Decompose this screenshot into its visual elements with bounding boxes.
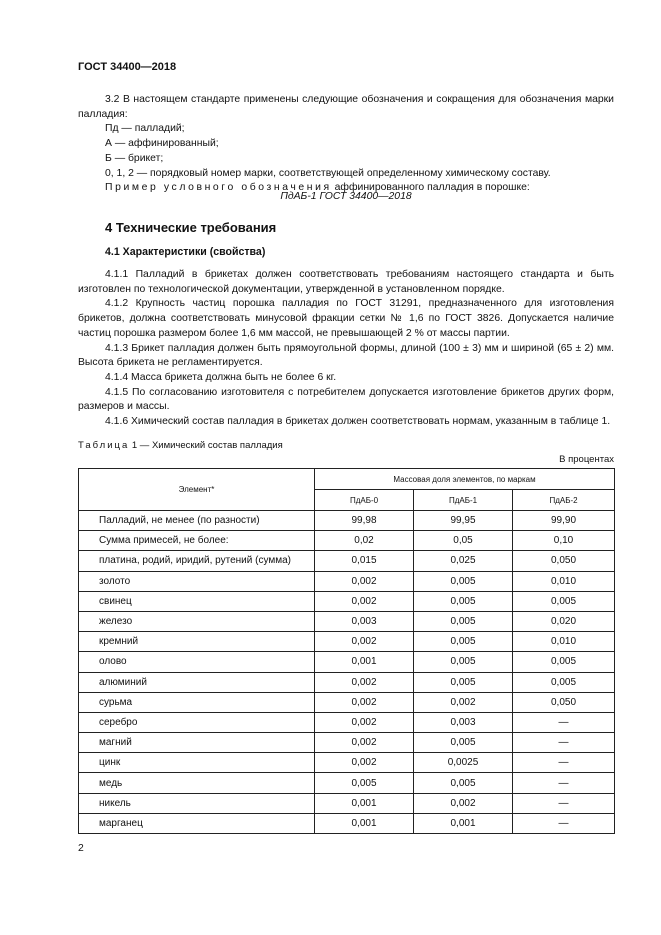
value-cell: — [513,813,615,833]
element-name-cell: медь [79,773,315,793]
value-cell: 0,005 [414,591,513,611]
page-number: 2 [78,843,84,854]
value-cell: 0,010 [513,632,615,652]
designation-item: Б — брикет; [105,152,164,164]
value-cell: 0,05 [414,531,513,551]
header-mass-fraction: Массовая доля элементов, по маркам [315,469,615,490]
value-cell: 0,003 [414,712,513,732]
paragraph-4-1-6: 4.1.6 Химический состав палладия в брикетах должен соответствовать нормам, указанным в таблице 1. [105,416,611,428]
value-cell: — [513,712,615,732]
value-cell: 0,0025 [414,753,513,773]
element-name-cell: Палладий, не менее (по разности) [79,511,315,531]
header-element: Элемент* [79,469,315,511]
table-row [79,591,615,611]
table-row [79,511,615,531]
value-cell: 0,002 [315,753,414,773]
value-cell: 99,98 [315,511,414,531]
designation-item: А — аффинированный; [105,138,219,150]
table-row [79,692,615,712]
element-name-cell: алюминий [79,672,315,692]
table-row [79,551,615,571]
value-cell: 0,002 [315,712,414,732]
value-cell: 0,003 [315,611,414,631]
value-cell: 0,002 [315,632,414,652]
table-caption [78,440,614,451]
element-name-cell: цинк [79,753,315,773]
value-cell: 0,002 [315,571,414,591]
value-cell: — [513,733,615,753]
header-grade: ПдАБ-1 [414,490,513,511]
chemical-composition-table [78,468,615,834]
designation-formula: ПдАБ-1 ГОСТ 34400—2018 [280,191,412,202]
value-cell: 0,005 [513,652,615,672]
value-cell: 0,010 [513,571,615,591]
table-row [79,813,615,833]
paragraph-4-1-4: 4.1.4 Масса брикета должна быть не более 6 кг. [105,371,337,383]
element-name-cell: свинец [79,591,315,611]
element-name-cell: марганец [79,813,315,833]
section-4-1-title: 4.1 Характеристики (свойства) [105,246,266,258]
header-grade: ПдАБ-2 [513,490,615,511]
value-cell: 0,10 [513,531,615,551]
value-cell: 0,002 [414,793,513,813]
table-row [79,652,615,672]
table-caption-text: 1 — Химический состав палладия [129,440,283,451]
value-cell: 0,005 [513,672,615,692]
value-cell: 0,001 [414,813,513,833]
value-cell: 0,001 [315,652,414,672]
value-cell: 99,95 [414,511,513,531]
table-row [79,733,615,753]
value-cell: 0,005 [414,611,513,631]
paragraph-4-1-1: 4.1.1 Палладий в брикетах должен соответствовать требованиям настоящего стандарта и быть изготовлен по технологической документации, утвержденной в установленном порядке. [78,269,614,295]
table-units: В процентах [559,454,614,465]
table-row [79,632,615,652]
element-name-cell: никель [79,793,315,813]
value-cell: 0,005 [414,652,513,672]
value-cell: 0,002 [315,672,414,692]
element-name-cell: золото [79,571,315,591]
value-cell: 0,001 [315,793,414,813]
designation-item: 0, 1, 2 — порядковый номер марки, соответствующей определенному химическому составу. [105,167,551,179]
table-caption-label: Таблица [78,440,130,451]
document-header: ГОСТ 34400—2018 [78,61,177,73]
element-name-cell: железо [79,611,315,631]
paragraph-4-1-5: 4.1.5 По согласованию изготовителя с потребителем допускается изготовление брикетов других форм, размеров и массы. [78,386,614,413]
element-name-cell: олово [79,652,315,672]
table-row [79,753,615,773]
value-cell: 0,005 [315,773,414,793]
table-row [79,611,615,631]
value-cell: 0,02 [315,531,414,551]
section-4-1-body [78,268,614,430]
table-row [79,793,615,813]
value-cell: — [513,793,615,813]
designation-item: Пд — палладий; [105,123,185,135]
value-cell: 0,005 [414,571,513,591]
table-row [79,773,615,793]
element-name-cell: кремний [79,632,315,652]
value-cell: 0,002 [315,733,414,753]
element-name-cell: Сумма примесей, не более: [79,531,315,551]
value-cell: 0,005 [414,672,513,692]
value-cell: 0,002 [315,591,414,611]
value-cell: 0,002 [414,692,513,712]
value-cell: — [513,753,615,773]
value-cell: 0,001 [315,813,414,833]
value-cell: 0,015 [315,551,414,571]
value-cell: 0,050 [513,551,615,571]
section-4-title: 4 Технические требования [105,220,277,235]
example-text: аффинированного палладия в порошке: [331,182,530,194]
value-cell: 0,050 [513,692,615,712]
value-cell: 0,005 [513,591,615,611]
section-3-2 [78,93,614,196]
section-3-2-intro: 3.2 В настоящем стандарте применены следующие обозначения и сокращения для обозначения марки палладия: [78,94,614,120]
value-cell: 99,90 [513,511,615,531]
table-row [79,672,615,692]
table-row [79,712,615,732]
value-cell: — [513,773,615,793]
example-label: Пример условного обозначения [105,182,332,194]
value-cell: 0,005 [414,632,513,652]
value-cell: 0,025 [414,551,513,571]
value-cell: 0,002 [315,692,414,712]
paragraph-4-1-3: 4.1.3 Брикет палладия должен быть прямоугольной формы, длиной (100 ± 3) мм и шириной (65 ± 2) мм. Высота брикета не регламентируется. [78,342,614,369]
table-row [79,571,615,591]
paragraph-4-1-2: 4.1.2 Крупность частиц порошка палладия по ГОСТ 31291, предназначенного для изготовления брикетов, должна соответствовать минусовой фракции сетки № 1,6 по ГОСТ 3826. Допускается наличие частиц порошка размером более 1,6 мм массой, не превышающей 2 % от массы партии. [78,298,614,339]
element-name-cell: серебро [79,712,315,732]
header-grade: ПдАБ-0 [315,490,414,511]
element-name-cell: сурьма [79,692,315,712]
element-name-cell: магний [79,733,315,753]
table-row [79,531,615,551]
value-cell: 0,020 [513,611,615,631]
value-cell: 0,005 [414,773,513,793]
element-name-cell: платина, родий, иридий, рутений (сумма) [79,551,315,571]
value-cell: 0,005 [414,733,513,753]
